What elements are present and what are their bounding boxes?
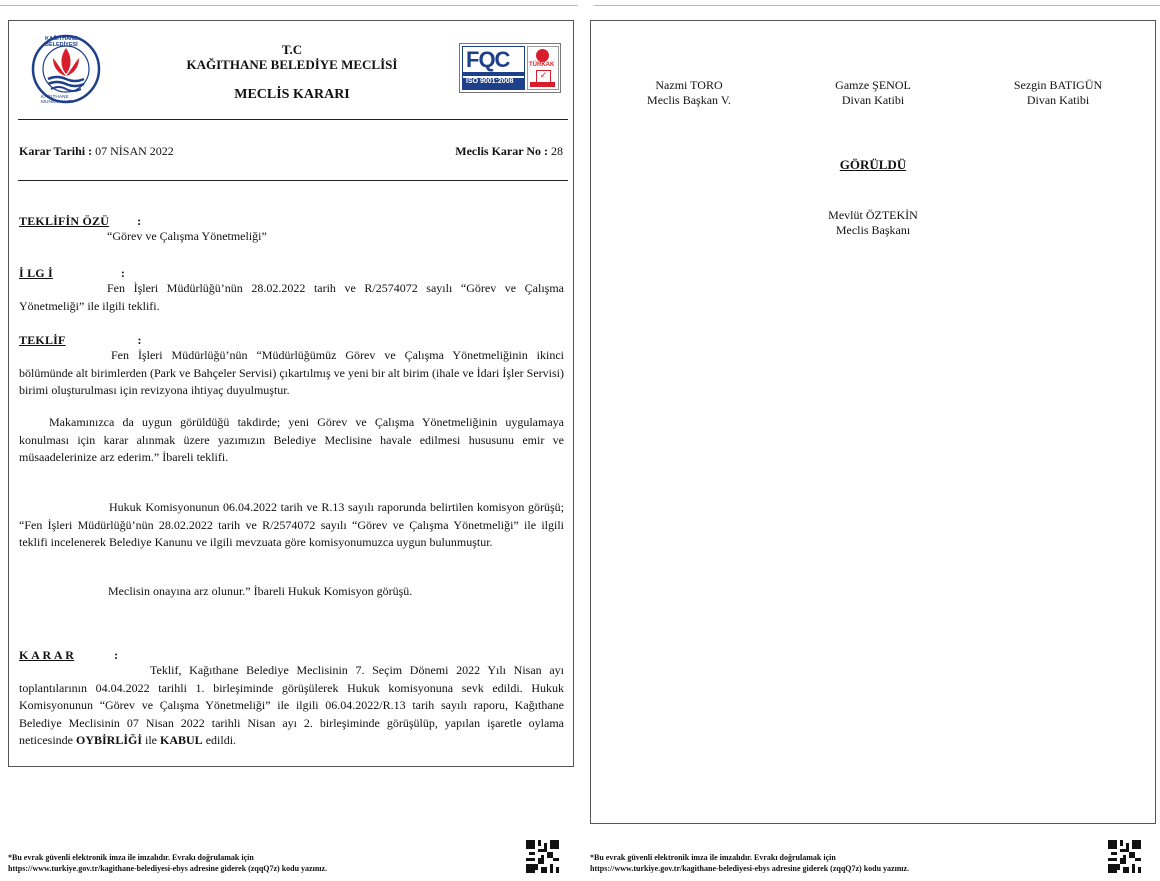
turkak-emblem-icon <box>536 49 549 62</box>
signatory-title: Meclis Başkanı <box>835 223 911 237</box>
section-label: K A R A R <box>19 648 75 662</box>
signatory-name: Sezgin BATIGÜN <box>1013 78 1103 92</box>
approved-heading: GÖRÜLDÜ <box>839 157 907 172</box>
result-unanimous: OYBİRLİĞİ <box>75 733 143 747</box>
section-teklif-heading: TEKLİF : <box>19 333 142 347</box>
iso-text: ISO 9001:2008 <box>466 78 514 85</box>
signature-block <box>793 208 953 238</box>
decision-number-label: Meclis Karar No : <box>455 144 548 158</box>
institution-title: KAĞITHANE BELEDİYE MECLİSİ <box>186 57 398 72</box>
divider <box>18 119 568 120</box>
decision-date-value: 07 NİSAN 2022 <box>92 144 174 158</box>
section-label: İ LG İ <box>19 266 53 280</box>
municipality-logo <box>31 34 101 104</box>
signatory-name: Mevlüt ÖZTEKİN <box>828 208 918 222</box>
fqc-text: FQC <box>466 47 510 72</box>
fqc-certificate-badge <box>459 43 561 93</box>
footer-line: https://www.turkiye.gov.tr/kagithane-belediyesi-ebys adresine giderek (zqqQ7z) kodu yazınız. <box>590 864 910 873</box>
commission-paragraph-2: Meclisin onayına arz olunur.” İbareli Hukuk Komisyon görüşü. <box>108 584 413 598</box>
signatory-title: Divan Katibi <box>1026 93 1090 107</box>
footer-line: *Bu evrak güvenli elektronik imza ile imzalıdır. Evrakı doğrulamak için <box>590 853 836 862</box>
signature-block <box>609 78 769 108</box>
section-label: TEKLİFİN ÖZÜ <box>19 214 110 228</box>
result-accepted: KABUL <box>160 733 203 747</box>
check-icon: ✓ <box>536 70 551 83</box>
divider <box>18 180 568 181</box>
document-type-title: MECLİS KARARI <box>234 87 350 102</box>
decision-number <box>455 143 563 161</box>
signatory-name: Gamze ŞENOL <box>835 78 911 92</box>
tc-label: T.C <box>281 42 303 57</box>
signature-block <box>793 78 953 108</box>
decision-page-2 <box>590 20 1156 824</box>
commission-paragraph-1: Hukuk Komisyonunun 06.04.2022 tarih ve R.13 sayılı raporunda belirtilen komisyon görüşü; “Fen İşleri Müdürlüğü’nün 28.02.2022 tarih ve R/2574072 sayılı “Görev ve Çalışma Yönetmeliği” ile ilgili teklifi incelenerek Belediye Kanunu ve ilgili mevzuata göre komisyonumuzca uygun bulunmuştur. <box>19 500 564 549</box>
ozu-text: “Görev ve Çalışma Yönetmeliği” <box>107 229 267 243</box>
decision-page-1 <box>8 20 574 767</box>
teklif-paragraph-1: Fen İşleri Müdürlüğü’nün “Müdürlüğümüz Görev ve Çalışma Yönetmeliğinin ikinci bölümünde alt birimlerden (Park ve Bahçeler Servisi) çıkartılmış ve yeni bir alt birim (ihale ve İdari İşler Servisi) birimi oluşturulması için revizyona ihtiyaç duyulmuştur. <box>19 348 564 397</box>
signatory-name: Nazmi TORO <box>655 78 723 92</box>
qr-code-icon <box>1108 840 1141 873</box>
footer-line: https://www.turkiye.gov.tr/kagithane-belediyesi-ebys adresine giderek (zqqQ7z) kodu yazınız. <box>8 864 328 873</box>
ilgi-text: Fen İşleri Müdürlüğü’nün 28.02.2022 tarih ve R/2574072 sayılı “Görev ve Çalışma Yönetmeliği” ile ilgili teklifi. <box>19 281 564 313</box>
page-top-rule <box>594 5 1160 6</box>
turkak-text: TÜRKAK <box>529 62 555 68</box>
section-karar-heading: K A R A R : <box>19 648 119 662</box>
decision-number-value: 28 <box>548 144 563 158</box>
logo-text: KAĞITHANE MUNICIPALITY <box>41 95 75 105</box>
logo-text: KAĞITHANE BELEDİYESİ <box>45 36 78 48</box>
e-signature-footer <box>8 852 508 874</box>
karar-text: Teklif, Kağıthane Belediye Meclisinin 7. Seçim Dönemi 2022 Yılı Nisan ayı toplantılarının 04.04.2022 tarihli 1. birleşiminde görüşülerek Hukuk komisyonuna sevk edildi. Hukuk Komisyonunun “Görev ve Çalışma Yönetmeliği” ile ilgili 06.04.2022/R.13 tarih sayılı raporu, Kağıthane Belediye Meclisinin 07 Nisan 2022 tarihli Nisan ayı 2. birleşiminde görüşülüp, yapılan işaretle oylama neticesinde OYBİRLİĞİ ile KABUL edildi. <box>19 663 564 747</box>
qr-code-icon <box>526 840 559 873</box>
signature-block <box>978 78 1138 108</box>
section-label: TEKLİF <box>19 333 66 347</box>
page-top-rule <box>0 5 578 6</box>
section-ilgi-heading: İ LG İ : <box>19 266 125 280</box>
decision-date <box>19 143 174 161</box>
teklif-paragraph-2: Makamınızca da uygun görüldüğü takdirde; yeni Görev ve Çalışma Yönetmeliğinin uygulamaya konulması için karar alınmak üzere yazımızın Belediye Meclisine havale edilmesi hususunu emir ve müsaadelerinize arz ederim.” İbareli teklifi. <box>19 415 564 464</box>
section-colon: : <box>137 214 142 228</box>
decision-date-label: Karar Tarihi : <box>19 144 93 158</box>
signatory-title: Divan Katibi <box>841 93 905 107</box>
e-signature-footer <box>590 852 1090 874</box>
signatory-title: Meclis Başkan V. <box>647 93 731 107</box>
footer-line: *Bu evrak güvenli elektronik imza ile imzalıdır. Evrakı doğrulamak için <box>8 853 254 862</box>
